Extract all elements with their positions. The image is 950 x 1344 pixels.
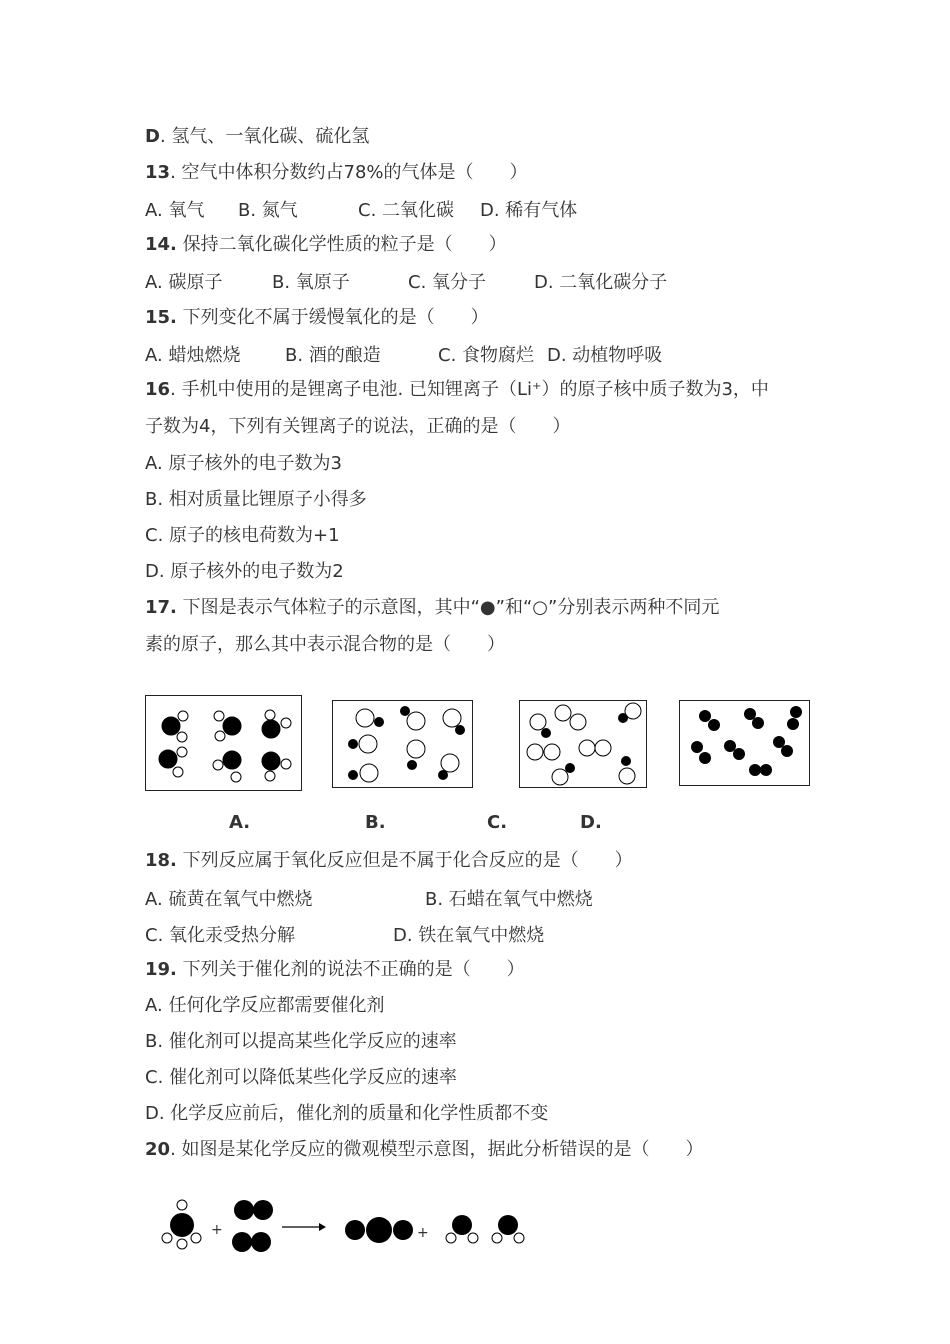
q19-option-c[interactable]: C. 催化剂可以降低某些化学反应的速率: [145, 1067, 458, 1088]
question-17: [145, 595, 719, 621]
question-number: 17.: [145, 597, 177, 618]
question-14: [145, 232, 507, 258]
question-number: 13: [145, 162, 171, 183]
q13-option-c[interactable]: C. 二氧化碳: [358, 200, 455, 221]
q14-option-d[interactable]: D. 二氧化碳分子: [534, 272, 668, 293]
product-molecule-2: [446, 1215, 524, 1243]
q18-option-b[interactable]: B. 石蜡在氧气中燃烧: [425, 889, 593, 910]
q16-option-c[interactable]: C. 原子的核电荷数为+1: [145, 525, 340, 546]
q16-option-a[interactable]: A. 原子核外的电子数为3: [145, 453, 342, 474]
q18-option-c[interactable]: C. 氧化汞受热分解: [145, 925, 296, 946]
q15-option-b[interactable]: B. 酒的酿造: [285, 345, 381, 366]
figure-label-a[interactable]: A.: [229, 812, 251, 833]
question-20: [145, 1137, 704, 1163]
question-text: . 如图是某化学反应的微观模型示意图，据此分析错误的是（ ）: [170, 1139, 704, 1160]
question-17-continued: 素的原子，那么其中表示混合物的是（ ）: [145, 634, 505, 655]
question-text: 下图是表示气体粒子的示意图，其中“●”和“○”分别表示两种不同元: [176, 597, 720, 618]
q19-option-a[interactable]: A. 任何化学反应都需要催化剂: [145, 995, 385, 1016]
question-text: . 空气中体积分数约占78%的气体是（ ）: [170, 162, 528, 183]
question-number: 19.: [145, 959, 177, 980]
q15-option-c[interactable]: C. 食物腐烂: [438, 345, 535, 366]
reaction-diagram: [155, 1193, 535, 1257]
q13-option-a[interactable]: A. 氧气: [145, 200, 205, 221]
particle-diagram-a: [145, 695, 302, 791]
option-letter: D: [145, 126, 160, 147]
figure-label-b[interactable]: B.: [365, 812, 386, 833]
question-16-continued: 子数为4，下列有关锂离子的说法，正确的是（ ）: [145, 416, 571, 437]
q14-option-b[interactable]: B. 氧原子: [272, 272, 350, 293]
q14-option-c[interactable]: C. 氧分子: [408, 272, 487, 293]
question-number: 14.: [145, 234, 177, 255]
q18-option-d[interactable]: D. 铁在氧气中燃烧: [393, 925, 545, 946]
option-line: [145, 124, 369, 150]
question-number: 20: [145, 1139, 171, 1160]
q19-option-b[interactable]: B. 催化剂可以提高某些化学反应的速率: [145, 1031, 457, 1052]
question-text: . 手机中使用的是锂离子电池. 已知锂离子（Li⁺）的原子核中质子数为3，中: [170, 379, 769, 400]
question-number: 18.: [145, 850, 177, 871]
question-text: 保持二氧化碳化学性质的粒子是（ ）: [176, 234, 507, 255]
reactant-molecule-2: [232, 1200, 273, 1252]
q13-option-d[interactable]: D. 稀有气体: [480, 200, 578, 221]
question-number: 15.: [145, 307, 177, 328]
q16-option-d[interactable]: D. 原子核外的电子数为2: [145, 561, 344, 582]
question-text: 下列关于催化剂的说法不正确的是（ ）: [176, 959, 525, 980]
reactant-molecule-1: [162, 1200, 201, 1249]
q19-option-d[interactable]: D. 化学反应前后，催化剂的质量和化学性质都不变: [145, 1103, 549, 1124]
plus-sign: +: [417, 1225, 429, 1241]
question-15: [145, 305, 489, 331]
question-text: 下列变化不属于缓慢氧化的是（ ）: [176, 307, 489, 328]
q18-option-a[interactable]: A. 硫黄在氧气中燃烧: [145, 889, 313, 910]
question-text: 下列反应属于氧化反应但是不属于化合反应的是（ ）: [176, 850, 633, 871]
figure-label-c[interactable]: C.: [487, 812, 508, 833]
question-18: [145, 848, 633, 874]
question-19: [145, 957, 525, 983]
q13-option-b[interactable]: B. 氮气: [238, 200, 298, 221]
q15-option-a[interactable]: A. 蜡烛燃烧: [145, 345, 241, 366]
particle-diagram-d: [679, 700, 810, 786]
question-13: [145, 160, 528, 186]
particle-diagram-b: [332, 700, 473, 788]
q14-option-a[interactable]: A. 碳原子: [145, 272, 223, 293]
question-number: 16: [145, 379, 171, 400]
figure-label-d[interactable]: D.: [580, 812, 602, 833]
q15-option-d[interactable]: D. 动植物呼吸: [547, 345, 663, 366]
question-16: [145, 377, 769, 403]
product-molecule-1: [345, 1217, 413, 1243]
q16-option-b[interactable]: B. 相对质量比锂原子小得多: [145, 489, 367, 510]
particle-diagram-c: [519, 700, 647, 788]
option-text: . 氢气、一氧化碳、硫化氢: [159, 126, 370, 147]
reaction-arrow-icon: [282, 1223, 326, 1231]
plus-sign: +: [211, 1222, 223, 1238]
